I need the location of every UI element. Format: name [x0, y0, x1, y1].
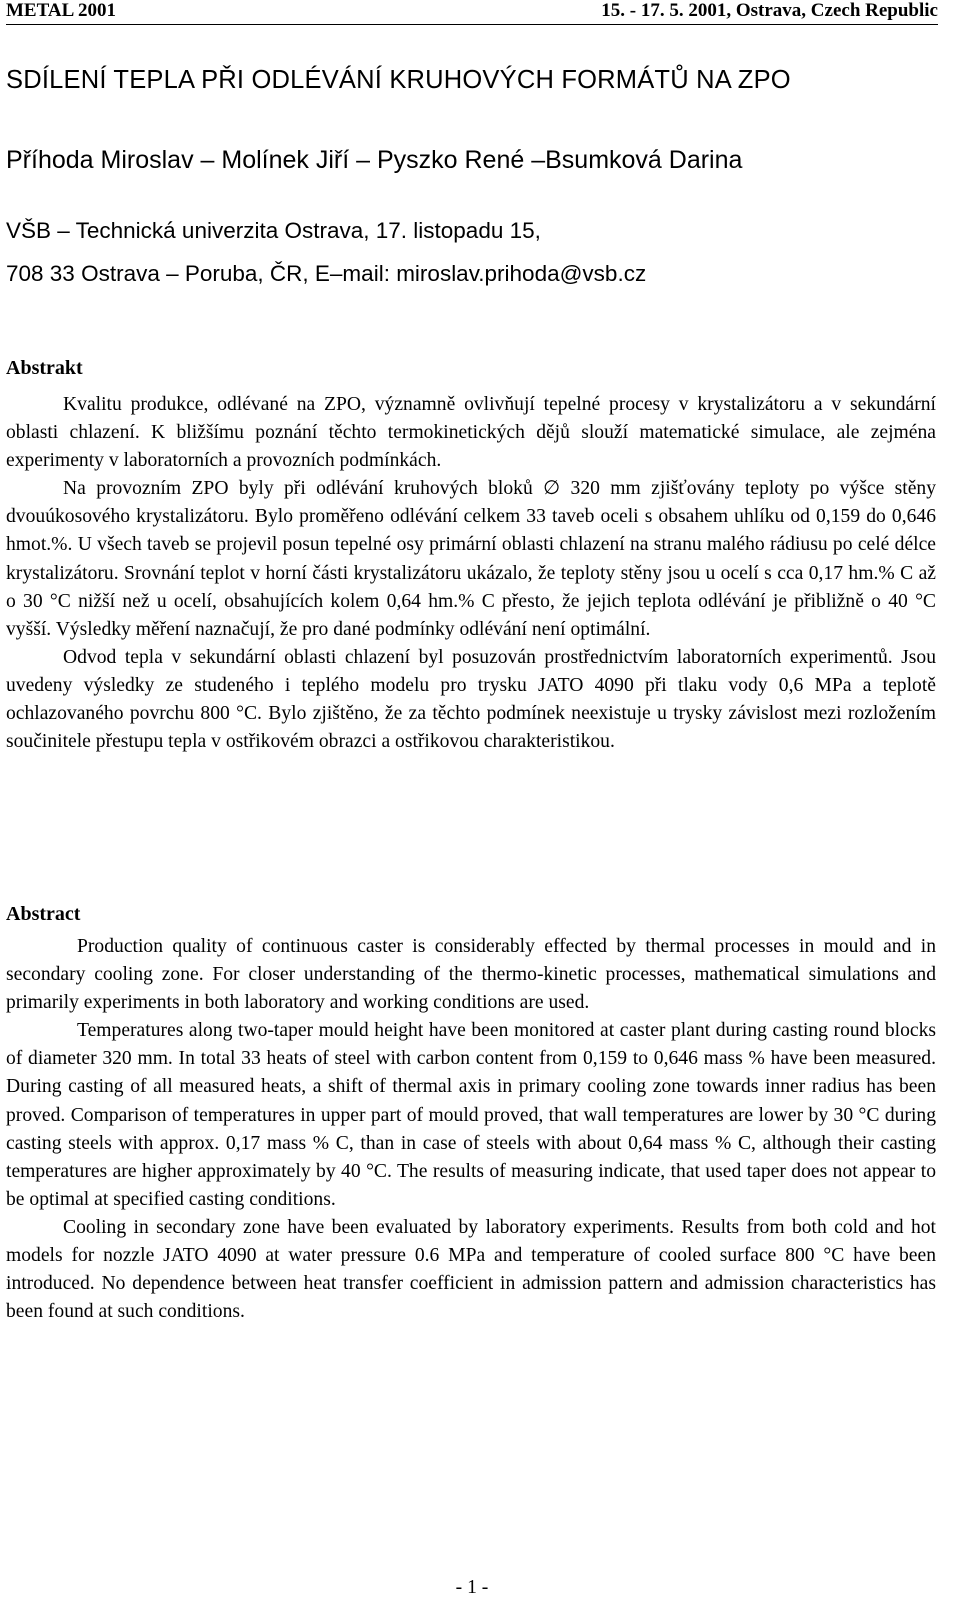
abstract-body: [6, 933, 936, 1326]
abstract-heading: Abstract: [6, 903, 81, 925]
abstrakt-paragraph-1: Kvalitu produkce, odlévané na ZPO, významně ovlivňují tepelné procesy v krystalizátoru a v sekundární oblasti chlazení. K bližšímu poznání těchto termokinetických dějů slouží matematické simulace, ale zejména experimenty v laboratorních a provozních podmínkách.: [6, 394, 936, 472]
abstract-paragraph-2: Temperatures along two-taper mould height have been monitored at caster plant during casting round blocks of diameter 320 mm. In total 33 heats of steel with carbon content from 0,159 to 0,646 mass % have been measured. During casting of all measured heats, a shift of thermal axis in primary cooling zone towards inner radius has been proved. Comparison of temperatures in upper part of mould proved, that wall temperatures are lower by 30 °C during casting steels with approx. 0,17 mass % C, than in case of steels with about 0,64 mass % C, although their casting temperatures are higher approximately by 40 °C. The results of measuring indicate, that used taper does not appear to be optimal at specified casting conditions.: [6, 1020, 936, 1210]
abstrakt-paragraph-2: Na provozním ZPO byly při odlévání kruhových bloků ∅ 320 mm zjišťovány teploty po výšce stěny dvouúkosového krystalizátoru. Bylo proměřeno odlévání celkem 33 taveb oceli s obsahem uhlíku od 0,159 do 0,646 hmot.%. U všech taveb se projevil posun tepelné osy primární oblasti chlazení na stranu malého rádiusu po celé délce krystalizátoru. Srovnání teplot v horní části krystalizátoru ukázalo, že teploty stěny jsou u ocelí s cca 0,17 hm.% C až o 30 °C nižší než u ocelí, obsahujících kolem 0,64 hm.% C přesto, že jejich teplota odlévání je přibližně o 40 °C vyšší. Výsledky měření naznačují, že pro dané podmínky odlévání není optimální.: [6, 478, 936, 640]
affiliation-line-2: 708 33 Ostrava – Poruba, ČR, E–mail: miroslav.prihoda@vsb.cz: [6, 261, 647, 286]
paper-page: [6, 0, 938, 1609]
abstract-paragraph-1: Production quality of continuous caster is considerably effected by thermal processes in mould and in secondary cooling zone. For closer understanding of the thermo-kinetic processes, mathematical simulations and primarily experiments in both laboratory and working conditions are used.: [6, 936, 936, 1014]
author-list: Příhoda Miroslav – Molínek Jiří – Pyszko René –Bsumková Darina: [6, 146, 743, 174]
conference-name: METAL 2001: [6, 0, 116, 21]
abstrakt-paragraph-3: Odvod tepla v sekundární oblasti chlazení byl posuzován prostřednictvím laboratorních experimentů. Jsou uvedeny výsledky ze studeného i teplého modelu pro trysku JATO 4090 při tlaku vody 0,6 MPa a teplotě ochlazovaného povrchu 800 °C. Bylo zjištěno, že za těchto podmínek neexistuje u trysky závislost mezi rozložením součinitele přestupu tepla v ostřikovém obrazci a ostřikovou charakteristikou.: [6, 646, 936, 753]
page-number: - 1 -: [455, 1577, 489, 1598]
conference-date-place: 15. - 17. 5. 2001, Ostrava, Czech Republic: [601, 0, 938, 21]
abstrakt-heading: Abstrakt: [6, 357, 83, 379]
paper-title: SDÍLENÍ TEPLA PŘI ODLÉVÁNÍ KRUHOVÝCH FORMÁTŮ NA ZPO: [6, 66, 791, 94]
abstract-paragraph-3: Cooling in secondary zone have been evaluated by laboratory experiments. Results from both cold and hot models for nozzle JATO 4090 at water pressure 0.6 MPa and temperature of cooled surface 800 °C have been introduced. No dependence between heat transfer coefficient in admission pattern and admission characteristics has been found at such conditions.: [6, 1216, 936, 1323]
affiliation-line-1: VŠB – Technická univerzita Ostrava, 17. listopadu 15,: [6, 218, 541, 243]
abstrakt-body: [6, 391, 936, 756]
running-header: [6, 0, 938, 25]
